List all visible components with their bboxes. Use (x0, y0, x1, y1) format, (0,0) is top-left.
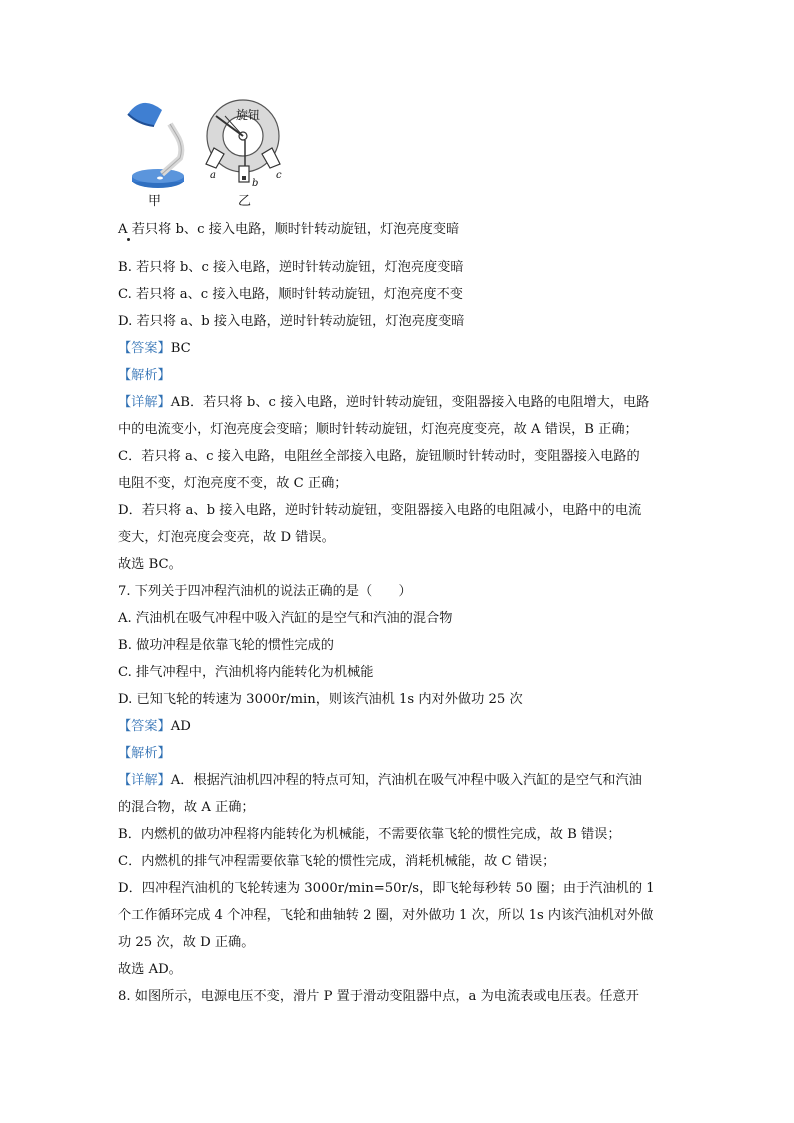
detail-tag: 【详解】 (118, 773, 171, 788)
q6-detail-line (118, 393, 649, 413)
terminal-a-label: a (210, 170, 216, 181)
knob-caption: 旋钮 (236, 108, 261, 122)
terminal-c-label: c (276, 170, 282, 181)
q7-detail-line: 的混合物，故 A 正确； (118, 800, 255, 815)
q7-option-c: C. 排气冲程中，汽油机将内能转化为机械能 (118, 665, 374, 680)
knob-label: 乙 (238, 194, 252, 209)
q6-option-d: D. 若只将 a、b 接入电路，逆时针转动旋钮，灯泡亮度变暗 (118, 314, 465, 329)
q6-detail-line: D．若只将 a、b 接入电路，逆时针转动旋钮，变阻器接入电路的电阻减小，电路中的电流 (118, 503, 642, 518)
q6-option-b: B. 若只将 b、c 接入电路，逆时针转动旋钮，灯泡亮度变暗 (118, 260, 464, 275)
q7-detail-line (118, 771, 642, 791)
q7-option-a: A. 汽油机在吸气冲程中吸入汽缸的是空气和汽油的混合物 (118, 611, 453, 626)
q8-stem: 8. 如图所示，电源电压不变，滑片 P 置于滑动变阻器中点，a 为电流表或电压表。任意开 (118, 989, 639, 1004)
q6-option-c: C. 若只将 a、c 接入电路，顺时针转动旋钮，灯泡亮度不变 (118, 287, 463, 302)
q6-detail-line: 中的电流变小，灯泡亮度会变暗；顺时针转动旋钮，灯泡亮度变亮，故 A 错误，B 正确； (118, 422, 638, 437)
lamp-label: 甲 (148, 194, 162, 209)
answer-tag: 【答案】 (118, 719, 171, 734)
q6-answer (118, 339, 191, 359)
answer-value: AD (170, 719, 191, 734)
option-marker-dot (127, 238, 130, 241)
desk-lamp-icon (128, 103, 184, 188)
q7-detail-line: D．四冲程汽油机的飞轮转速为 3000r/min=50r/s，即飞轮每秒转 50 圈；由于汽油机的 1 (118, 881, 655, 896)
q6-detail-line: C．若只将 a、c 接入电路，电阻丝全部接入电路，旋钮顺时针转动时，变阻器接入电路的 (118, 449, 640, 464)
q7-analysis-tag: 【解析】 (118, 746, 171, 761)
q7-detail-line: 个工作循环完成 4 个冲程，飞轮和曲轴转 2 圈，对外做功 1 次，所以 1s 内该汽油机对外做 (118, 908, 654, 923)
q6-conclusion: 故选 BC。 (118, 557, 182, 572)
q7-option-b: B. 做功冲程是依靠飞轮的惯性完成的 (118, 638, 334, 653)
answer-tag: 【答案】 (118, 341, 171, 356)
question-figure (118, 96, 318, 208)
detail-text: AB．若只将 b、c 接入电路，逆时针转动旋钮，变阻器接入电路的电阻增大，电路 (170, 395, 650, 410)
answer-value: BC (170, 341, 191, 356)
q7-detail-line: C．内燃机的排气冲程需要依靠飞轮的惯性完成，消耗机械能，故 C 错误； (118, 854, 556, 869)
q7-detail-line: B．内燃机的做功冲程将内能转化为机械能，不需要依靠飞轮的惯性完成，故 B 错误； (118, 827, 621, 842)
q6-option-a: A 若只将 b、c 接入电路，顺时针转动旋钮，灯泡亮度变暗 (118, 222, 460, 237)
q6-analysis-tag: 【解析】 (118, 368, 171, 383)
q6-detail-line: 电阻不变，灯泡亮度不变，故 C 正确； (118, 476, 348, 491)
q7-answer (118, 717, 191, 737)
terminal-b-label: b (252, 178, 259, 189)
q7-detail-line: 功 25 次，故 D 正确。 (118, 935, 255, 950)
detail-tag: 【详解】 (118, 395, 171, 410)
detail-text: A．根据汽油机四冲程的特点可知，汽油机在吸气冲程中吸入汽缸的是空气和汽油 (170, 773, 642, 788)
q6-detail-line: 变大，灯泡亮度会变亮，故 D 错误。 (118, 530, 335, 545)
q7-conclusion: 故选 AD。 (118, 962, 182, 977)
q7-stem: 7. 下列关于四冲程汽油机的说法正确的是（ ） (118, 584, 412, 599)
q7-option-d: D. 已知飞轮的转速为 3000r/min，则该汽油机 1s 内对外做功 25 次 (118, 692, 523, 707)
